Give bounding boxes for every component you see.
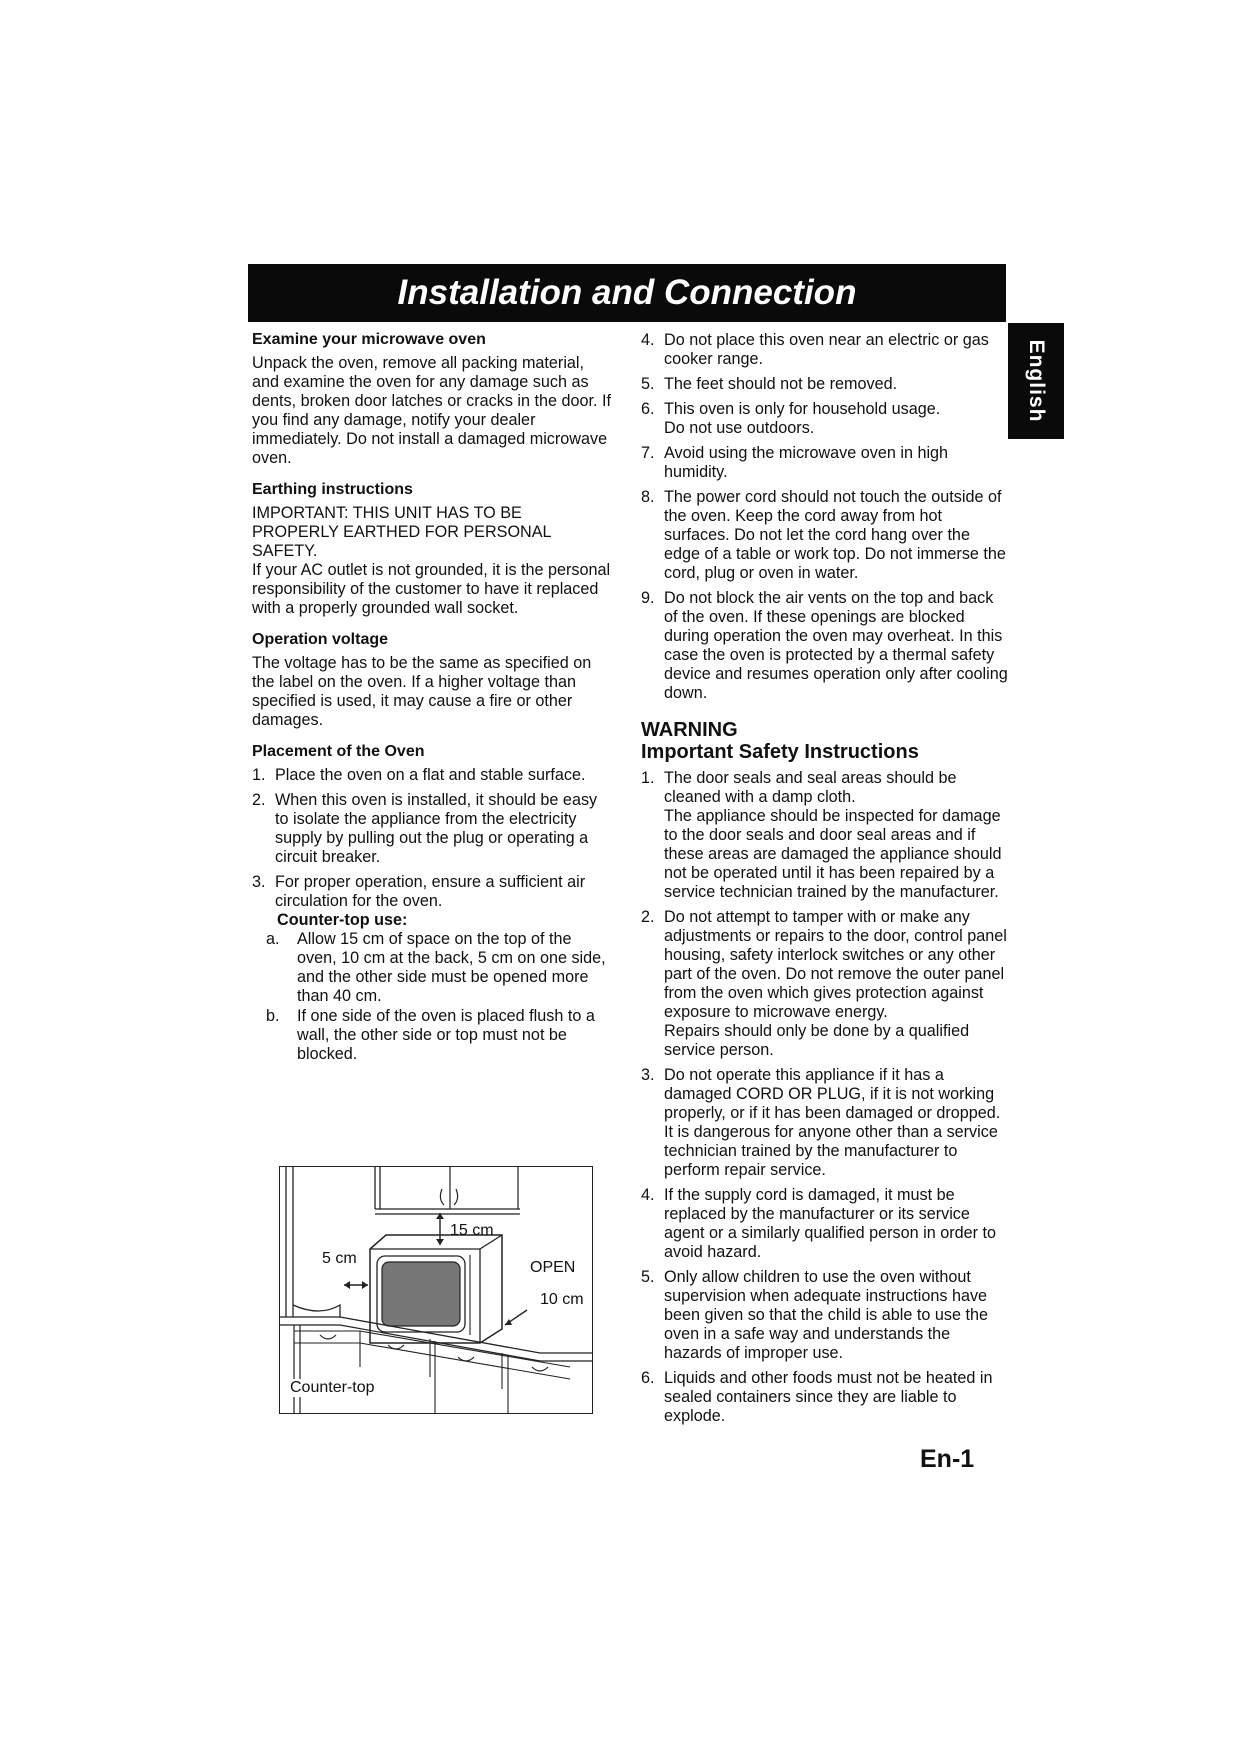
list-item [641,908,1009,1060]
list-text: For proper operation, ensure a sufficient air circulation for the oven. [275,873,586,910]
left-column [252,330,612,1070]
list-number: 6. [641,1369,655,1387]
examine-body: Unpack the oven, remove all packing material, and examine the oven for any damage such as dents, broken door latches or cracks in the door. If you find any damage, notify your dealer immediately. Do not install a damaged microwave oven. [252,354,612,467]
examine-heading: Examine your microwave oven [252,331,486,348]
earthing-important: IMPORTANT: THIS UNIT HAS TO BE PROPERLY EARTHED FOR PERSONAL SAFETY. [252,504,551,560]
countertop-list [252,930,612,1064]
list-number: 4. [641,1186,655,1204]
list-item [252,873,612,1064]
list-number: 4. [641,331,655,349]
list-number: 7. [641,444,655,462]
list-text: Allow 15 cm of space on the top of the oven, 10 cm at the back, 5 cm on one side, and the other side must be opened more than 40 cm. [297,930,606,1005]
list-number: 1. [252,766,266,784]
safety-list [641,769,1009,1426]
list-item [641,375,1009,394]
back-clearance-label: 10 cm [540,1291,584,1308]
title-bar [248,264,1006,322]
list-item [641,488,1009,583]
list-text: The feet should not be removed. [664,375,898,393]
right-column [641,331,1009,1432]
list-letter: b. [266,1007,280,1025]
list-text-continued: Repairs should only be done by a qualified service person. [664,1022,970,1059]
voltage-body: The voltage has to be the same as specified on the label on the oven. If a higher voltage than specified is used, it may cause a fire or other damages. [252,654,592,729]
list-item [641,1369,1009,1426]
list-item [641,1268,1009,1363]
list-text: If the supply cord is damaged, it must be replaced by the manufacturer or its service agent or a similarly qualified person in order to avoid hazard. [664,1186,997,1261]
countertop-label: Counter-top [290,1379,375,1396]
list-item [252,930,612,1006]
list-number: 2. [641,908,655,926]
warning-subtitle: Important Safety Instructions [641,741,919,763]
earthing-heading: Earthing instructions [252,481,413,498]
list-text: If one side of the oven is placed flush to a wall, the other side or top must not be blocked. [297,1007,595,1063]
list-number: 5. [641,375,655,393]
list-number: 5. [641,1268,655,1286]
list-text: When this oven is installed, it should be easy to isolate the appliance from the electricity supply by pulling out the plug or operating a circuit breaker. [275,791,598,866]
list-text: Liquids and other foods must not be heated in sealed containers since they are liable to explode. [664,1369,993,1425]
page-number: En-1 [920,1445,975,1473]
list-text: Do not operate this appliance if it has a damaged CORD OR PLUG, if it is not working properly, or if it has been damaged or dropped. It is dangerous for anyone other than a service technician trained by the manufacturer to perform repair service. [664,1066,1001,1179]
list-text: This oven is only for household usage. [664,400,941,418]
list-item [252,791,612,867]
placement-heading: Placement of the Oven [252,743,425,760]
list-text: Do not place this oven near an electric or gas cooker range. [664,331,989,368]
list-item [252,766,612,785]
warning-title: WARNING [641,719,738,741]
side-clearance-label: 5 cm [322,1250,357,1267]
placement-list-continued [641,331,1009,703]
list-number: 8. [641,488,655,506]
list-text: The power cord should not touch the outside of the oven. Keep the cord away from hot surfaces. Do not let the cord hang over the edge of a table or work top. Do not immerse the cord, plug or oven in water. [664,488,1006,582]
list-number: 1. [641,769,655,787]
list-number: 9. [641,589,655,607]
list-text: Avoid using the microwave oven in high humidity. [664,444,949,481]
list-item [641,331,1009,369]
open-side-label: OPEN [530,1259,576,1276]
list-text: Do not block the air vents on the top and back of the oven. If these openings are blocked during operation the oven may overheat. In this case the oven is protected by a thermal safety device and resumes operation only after cooling down. [664,589,1008,702]
list-item [641,769,1009,902]
list-item [641,1066,1009,1180]
countertop-heading: Counter-top use: [277,911,408,929]
list-item [252,1007,612,1064]
countertop-clearance-figure [279,1166,593,1414]
list-text-continued: The appliance should be inspected for damage to the door seals and door seal areas and if these areas are damaged the appliance should not be operated until it has been repaired by a service technician trained by the manufacturer. [664,807,1002,901]
language-tab-label: English [1025,339,1048,423]
page-title: Installation and Connection [397,273,857,312]
list-number: 6. [641,400,655,418]
list-text: Do not attempt to tamper with or make any adjustments or repairs to the door, control panel housing, safety interlock switches or any other part of the oven. Do not remove the outer panel from the oven which gives protection against exposure to microwave energy. [664,908,1007,1021]
list-item [641,1186,1009,1262]
voltage-heading: Operation voltage [252,631,389,648]
list-text: The door seals and seal areas should be cleaned with a damp cloth. [664,769,957,806]
list-item [641,400,1009,438]
top-clearance-label: 15 cm [450,1222,494,1239]
list-number: 2. [252,791,266,809]
list-item [641,589,1009,703]
warning-block [641,719,1009,763]
list-text-continued: Do not use outdoors. [664,419,815,437]
list-text: Only allow children to use the oven without supervision when adequate instructions have been given so that the child is able to use the oven in a safe way and understands the hazards of improper use. [664,1268,988,1362]
earthing-body: If your AC outlet is not grounded, it is the personal responsibility of the customer to have it replaced with a properly grounded wall socket. [252,561,611,617]
list-letter: a. [266,930,280,948]
list-item [641,444,1009,482]
list-number: 3. [252,873,266,891]
list-text: Place the oven on a flat and stable surface. [275,766,586,784]
list-number: 3. [641,1066,655,1084]
language-tab [1008,323,1064,439]
placement-list [252,766,612,1064]
